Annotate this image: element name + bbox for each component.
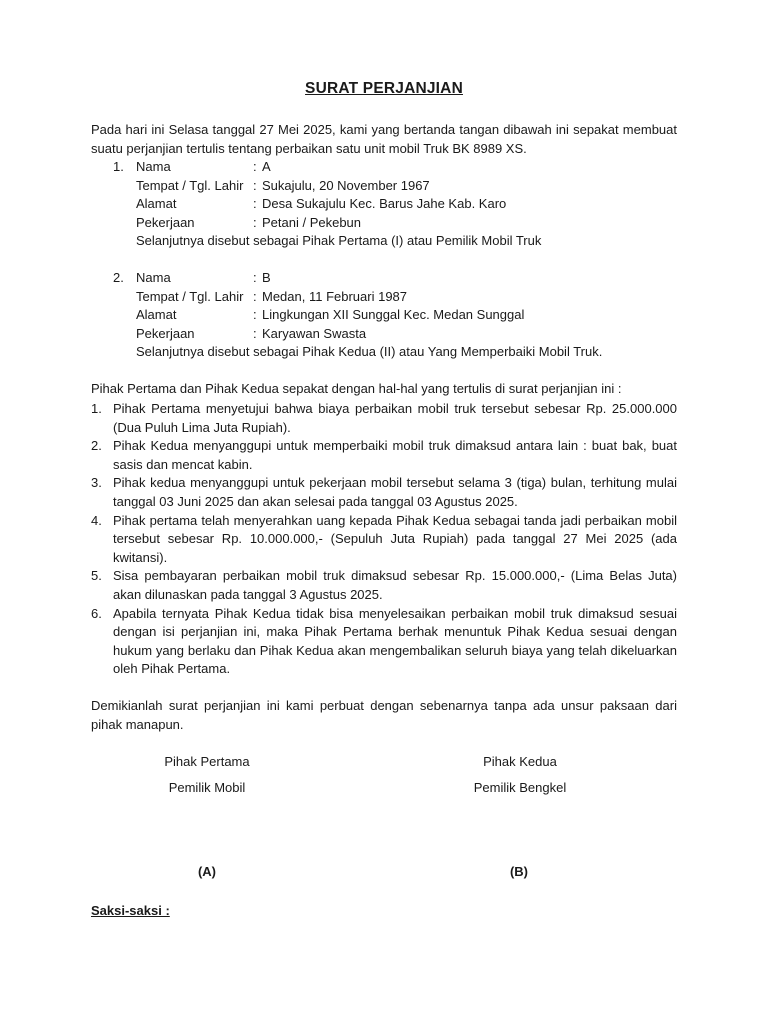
term-item	[91, 605, 677, 679]
signature-role: Pihak Kedua	[483, 754, 557, 769]
term-text: Pihak Kedua menyanggupi untuk memperbaiki mobil truk dimaksud antara lain : buat bak, buat sasis dan mencat kabin.	[113, 438, 677, 472]
term-text: Pihak Pertama menyetujui bahwa biaya perbaikan mobil truk tersebut sebesar Rp. 25.000.000 (Dua Puluh Lima Juta Rupiah).	[113, 401, 677, 435]
party-number: 1.	[113, 159, 124, 174]
field-value: Lingkungan XII Sunggal Kec. Medan Sunggal	[262, 307, 525, 323]
field-value: Desa Sukajulu Kec. Barus Jahe Kab. Karo	[262, 196, 507, 212]
term-number: 2.	[91, 438, 102, 454]
term-number: 4.	[91, 512, 102, 528]
field-colon: :	[253, 214, 257, 230]
party-field-row	[91, 269, 677, 288]
party-note: Selanjutnya disebut sebagai Pihak Pertama (I) atau Pemilik Mobil Truk	[136, 233, 542, 249]
field-value: Sukajulu, 20 November 1967	[262, 177, 430, 193]
field-label: Nama	[136, 270, 171, 285]
party-field-row	[91, 158, 677, 177]
party-field-row	[91, 306, 677, 325]
party-note: Selanjutnya disebut sebagai Pihak Kedua (II) atau Yang Memperbaiki Mobil Truk.	[136, 344, 603, 360]
field-label: Pekerjaan	[136, 214, 195, 230]
field-colon: :	[253, 159, 257, 174]
agreement-intro: Pihak Pertama dan Pihak Kedua sepakat dengan hal-hal yang tertulis di surat perjanjian ini :	[91, 381, 622, 396]
field-colon: :	[253, 196, 257, 212]
party-note-row	[91, 343, 677, 362]
party-field-row	[91, 325, 677, 344]
field-label: Alamat	[136, 196, 177, 212]
party-note-row	[91, 232, 677, 251]
term-number: 6.	[91, 605, 102, 621]
field-value: Petani / Pekebun	[262, 214, 362, 230]
intro-paragraph: Pada hari ini Selasa tanggal 27 Mei 2025, kami yang bertanda tangan dibawah ini sepakat membuat suatu perjanjian tertulis tentang perbaikan satu unit mobil Truk BK 8989 XS.	[91, 122, 677, 156]
closing-paragraph: Demikianlah surat perjanjian ini kami perbuat dengan sebenarnya tanpa ada unsur paksaan dari pihak manapun.	[91, 698, 677, 732]
party-field-row	[91, 177, 677, 196]
term-number: 5.	[91, 568, 102, 584]
field-colon: :	[253, 177, 257, 193]
field-label: Pekerjaan	[136, 325, 195, 341]
term-item	[91, 567, 677, 604]
party-field-row	[91, 288, 677, 307]
party-field-row	[91, 214, 677, 233]
term-item	[91, 512, 677, 568]
field-value: B	[262, 270, 271, 285]
document-title: SURAT PERJANJIAN	[305, 80, 463, 97]
term-number: 1.	[91, 401, 102, 416]
term-text: Pihak kedua menyanggupi untuk pekerjaan mobil tersebut selama 3 (tiga) bulan, terhitung mulai tanggal 03 Juni 2025 dan akan selesai pada tanggal 03 Agustus 2025.	[113, 475, 677, 509]
field-colon: :	[253, 288, 257, 304]
signature-block-second-party	[420, 752, 620, 797]
terms-list	[91, 400, 677, 679]
signature-role: Pihak Pertama	[164, 754, 250, 769]
field-value: Medan, 11 Februari 1987	[262, 288, 408, 304]
term-item	[91, 437, 677, 474]
field-label: Tempat / Tgl. Lahir	[136, 177, 244, 193]
field-label: Alamat	[136, 307, 177, 323]
field-label: Nama	[136, 159, 171, 174]
field-colon: :	[253, 325, 257, 341]
field-colon: :	[253, 270, 257, 285]
signature-name-second: (B)	[509, 864, 529, 879]
party-second	[91, 269, 677, 362]
signature-subtitle: Pemilik Mobil	[168, 780, 246, 795]
party-field-row	[91, 195, 677, 214]
term-number: 3.	[91, 475, 102, 491]
field-colon: :	[253, 307, 257, 323]
term-text: Apabila ternyata Pihak Kedua tidak bisa menyelesaikan perbaikan mobil truk dimaksud sesuai dengan isi perjanjian ini, maka Pihak Pertama berhak menuntuk Pihak Kedua sesuai dengan hukum yang berlaku dan Pihak Kedua akan mengembalikan seluruh biaya yang telah dikeluarkan oleh Pihak Pertama.	[113, 605, 677, 677]
term-text: Sisa pembayaran perbaikan mobil truk dimaksud sebesar Rp. 15.000.000,- (Lima Belas Juta) akan dilunaskan pada tanggal 3 Agustus 2025.	[113, 568, 677, 602]
term-item	[91, 400, 677, 437]
party-first	[91, 158, 677, 251]
signature-name-first: (A)	[197, 864, 217, 879]
term-item	[91, 474, 677, 511]
field-value: A	[262, 159, 271, 174]
field-value: Karyawan Swasta	[262, 325, 367, 341]
term-text: Pihak pertama telah menyerahkan uang kepada Pihak Kedua sebagai tanda jadi perbaikan mobil tersebut sebesar Rp. 10.000.000,- (Sepuluh Juta Rupiah) pada tanggal 27 Mei 2025 (ada kwitansi).	[113, 512, 677, 565]
field-label: Tempat / Tgl. Lahir	[136, 288, 244, 304]
party-number: 2.	[113, 270, 124, 285]
signature-block-first-party	[107, 752, 307, 797]
signature-subtitle: Pemilik Bengkel	[473, 780, 567, 795]
witnesses-label: Saksi-saksi :	[91, 903, 170, 918]
